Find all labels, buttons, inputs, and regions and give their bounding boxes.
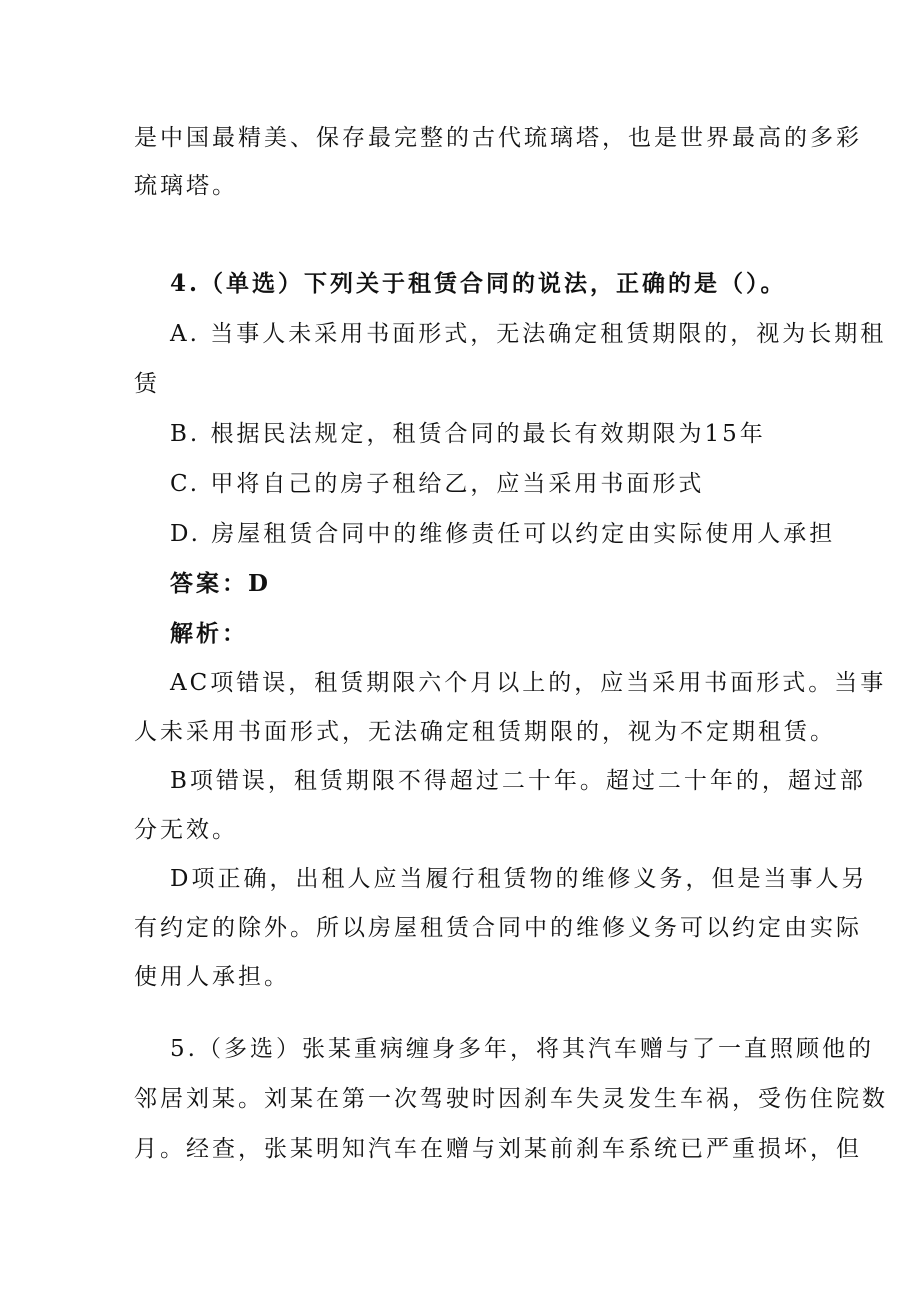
analysis-line-5: D项正确，出租人应当履行租赁物的维修义务，但是当事人另 bbox=[170, 866, 868, 892]
question-5-line-2: 邻居刘某。刘某在第一次驾驶时因刹车失灵发生车祸，受伤住院数 bbox=[134, 1086, 888, 1112]
question-4-option-a-cont: 赁 bbox=[134, 371, 160, 397]
question-5-line-1: 5.（多选）张某重病缠身多年，将其汽车赠与了一直照顾他的 bbox=[170, 1036, 874, 1062]
intro-line-1: 是中国最精美、保存最完整的古代琉璃塔，也是世界最高的多彩 bbox=[134, 125, 862, 151]
analysis-line-2: 人未采用书面形式，无法确定租赁期限的，视为不定期租赁。 bbox=[134, 719, 836, 745]
intro-line-2: 琉璃塔。 bbox=[134, 173, 238, 199]
analysis-line-6: 有约定的除外。所以房屋租赁合同中的维修义务可以约定由实际 bbox=[134, 915, 862, 941]
question-4-answer: 答案：D bbox=[170, 570, 271, 597]
analysis-line-1: AC项错误，租赁期限六个月以上的，应当采用书面形式。当事 bbox=[170, 670, 887, 696]
question-5-line-3: 月。经查，张某明知汽车在赠与刘某前刹车系统已严重损坏，但 bbox=[134, 1136, 862, 1162]
analysis-line-4: 分无效。 bbox=[134, 817, 238, 843]
analysis-line-3: B项错误，租赁期限不得超过二十年。超过二十年的，超过部 bbox=[170, 768, 866, 794]
question-4-option-d: D. 房屋租赁合同中的维修责任可以约定由实际使用人承担 bbox=[170, 521, 836, 547]
question-4-option-a: A. 当事人未采用书面形式，无法确定租赁期限的，视为长期租 bbox=[170, 321, 887, 347]
analysis-line-7: 使用人承担。 bbox=[134, 964, 290, 990]
question-4-option-b: B. 根据民法规定，租赁合同的最长有效期限为15年 bbox=[170, 421, 766, 447]
question-4-analysis-label: 解析： bbox=[170, 620, 248, 647]
question-4-stem: 4.（单选）下列关于租赁合同的说法，正确的是（）。 bbox=[170, 270, 787, 297]
question-4-option-c: C. 甲将自己的房子租给乙，应当采用书面形式 bbox=[170, 471, 705, 497]
